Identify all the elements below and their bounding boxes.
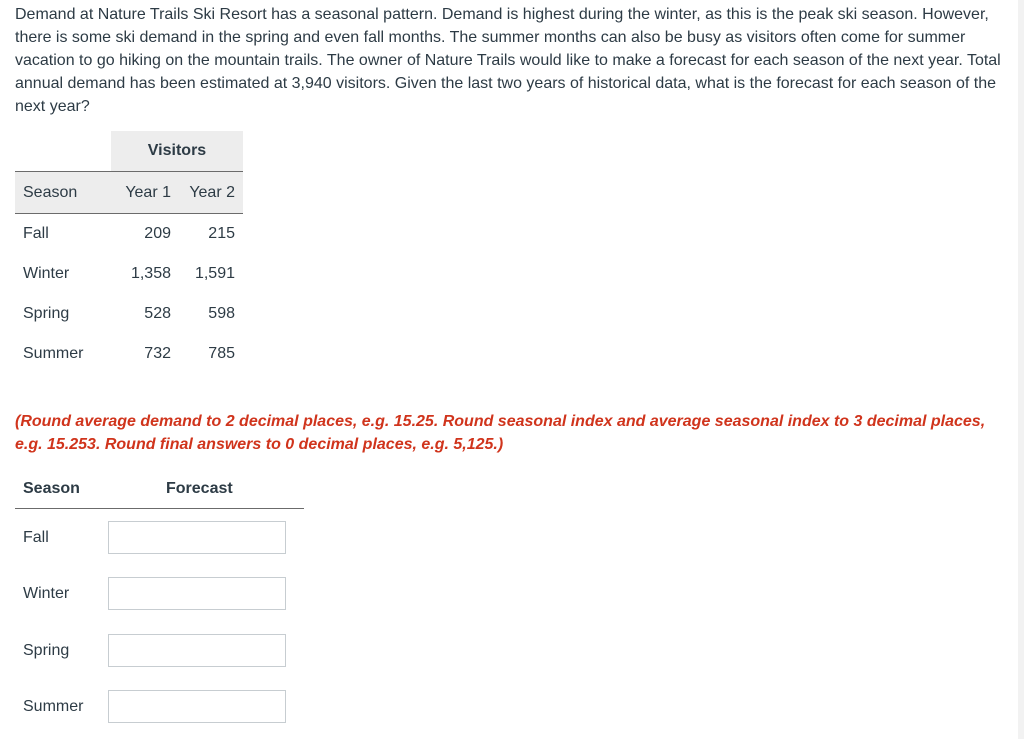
season-cell: Spring [23, 305, 70, 322]
forecast-input-winter[interactable] [108, 577, 286, 610]
answer-season-label: Summer [23, 698, 84, 715]
table-row [15, 334, 243, 374]
year1-cell: 209 [144, 225, 171, 242]
year2-cell: 785 [208, 345, 235, 362]
answer-header-forecast: Forecast [166, 480, 233, 497]
forecast-input-fall[interactable] [108, 521, 286, 554]
table-row [15, 294, 243, 334]
year2-cell: 215 [208, 225, 235, 242]
year2-cell: 598 [208, 305, 235, 322]
forecast-input-spring[interactable] [108, 634, 286, 667]
column-header-season: Season [15, 172, 111, 214]
answer-row-fall [15, 521, 304, 577]
table-row [15, 214, 243, 255]
year1-cell: 1,358 [130, 265, 171, 282]
scrollbar[interactable] [1018, 0, 1024, 739]
table-row [15, 254, 243, 294]
answer-season-label: Fall [23, 529, 49, 546]
column-header-year2: Year 2 [171, 172, 243, 214]
forecast-input-summer[interactable] [108, 690, 286, 723]
answer-table-header [15, 474, 304, 509]
answer-season-label: Spring [23, 642, 70, 659]
visitors-group-header: Visitors [111, 131, 243, 172]
column-header-year1: Year 1 [111, 172, 171, 214]
answer-row-spring [15, 634, 304, 690]
historical-data-table [15, 131, 243, 374]
season-cell: Fall [23, 225, 49, 242]
year2-cell: 1,591 [194, 265, 235, 282]
season-cell: Summer [23, 345, 84, 362]
answer-header-season: Season [23, 480, 80, 497]
year1-cell: 528 [144, 305, 171, 322]
question-text: Demand at Nature Trails Ski Resort has a seasonal pattern. Demand is highest during the winter, as this is the peak ski season. However, there is some ski demand in the spring and even fall months. The summer months can also be busy as visitors often come for summer vacation to go hiking on the mountain trails. The owner of Nature Trails would like to make a forecast for each season of the next year. Total annual demand has been estimated at 3,940 visitors. Given the last two years of historical data, what is the forecast for each season of the next year? [15, 6, 1001, 115]
answer-row-winter [15, 577, 304, 633]
season-cell: Winter [23, 265, 70, 282]
year1-cell: 732 [144, 345, 171, 362]
answer-season-label: Winter [23, 585, 70, 602]
table-corner [15, 131, 111, 172]
rounding-instructions: (Round average demand to 2 decimal places, e.g. 15.25. Round seasonal index and average seasonal index to 3 decimal places, e.g. 15.253. Round final answers to 0 decimal places, e.g. 5,125.) [15, 413, 986, 453]
answer-row-summer [15, 690, 304, 746]
